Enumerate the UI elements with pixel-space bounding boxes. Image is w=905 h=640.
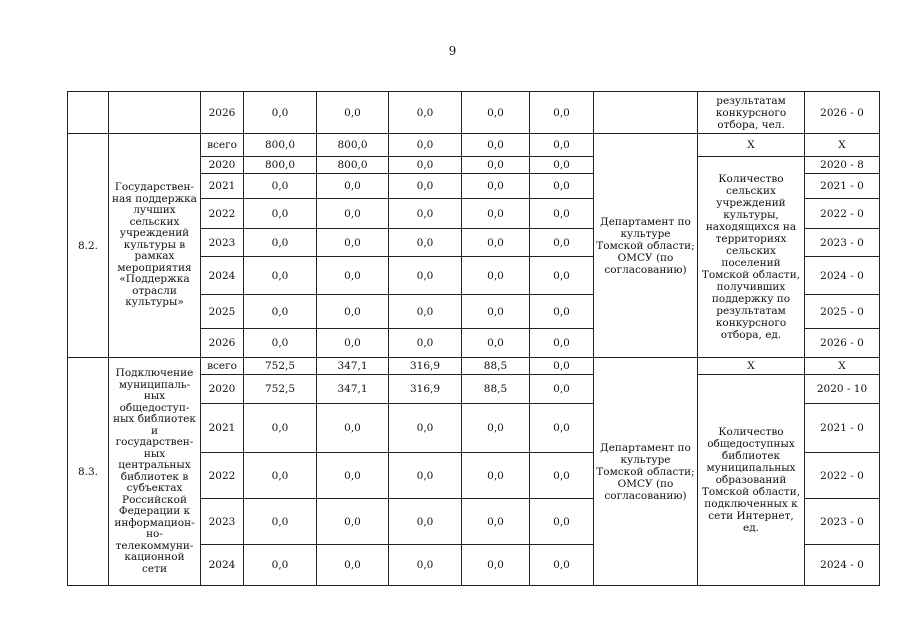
value-other-cell: 0,0: [530, 199, 594, 229]
value-federal-cell: 0,0: [317, 295, 389, 329]
value-total-cell: 0,0: [244, 295, 317, 329]
value-total-cell: 0,0: [244, 92, 317, 134]
value-regional-cell: 0,0: [389, 295, 462, 329]
target-cell: 2022 - 0: [805, 199, 880, 229]
value-regional-cell: 0,0: [389, 92, 462, 134]
page-number: 9: [448, 44, 457, 58]
year-cell: 2022: [201, 453, 244, 499]
value-local-cell: 0,0: [462, 134, 530, 157]
item-name-cell: Государствен-ная поддержка лучших сельских учреждений культуры в рамках мероприятия «Поддержка отрасли культуры»: [109, 134, 201, 358]
value-federal-cell: 347,1: [317, 375, 389, 404]
target-cell: 2024 - 0: [805, 257, 880, 295]
value-other-cell: 0,0: [530, 295, 594, 329]
program-table: [67, 91, 880, 586]
value-regional-cell: 0,0: [389, 199, 462, 229]
value-federal-cell: 347,1: [317, 358, 389, 375]
indicator-cell: Количество общедоступных библиотек муниципальных образований Томской области, подключенных к сети Интернет, ед.: [698, 375, 805, 586]
target-cell: 2023 - 0: [805, 229, 880, 257]
target-cell: 2020 - 10: [805, 375, 880, 404]
value-total-cell: 0,0: [244, 499, 317, 545]
value-federal-cell: 0,0: [317, 499, 389, 545]
value-federal-cell: 0,0: [317, 329, 389, 358]
table-row: [68, 358, 880, 375]
value-other-cell: 0,0: [530, 545, 594, 586]
year-cell: 2023: [201, 499, 244, 545]
value-other-cell: 0,0: [530, 157, 594, 174]
value-regional-cell: 0,0: [389, 545, 462, 586]
value-regional-cell: 316,9: [389, 375, 462, 404]
value-total-cell: 0,0: [244, 229, 317, 257]
target-cell: 2026 - 0: [805, 92, 880, 134]
value-total-cell: 0,0: [244, 257, 317, 295]
value-regional-cell: 0,0: [389, 453, 462, 499]
value-local-cell: 0,0: [462, 157, 530, 174]
value-local-cell: 88,5: [462, 375, 530, 404]
year-cell: 2026: [201, 92, 244, 134]
item-number-cell: 8.3.: [68, 358, 109, 586]
value-other-cell: 0,0: [530, 358, 594, 375]
value-total-cell: 0,0: [244, 329, 317, 358]
value-local-cell: 0,0: [462, 92, 530, 134]
value-total-cell: 0,0: [244, 453, 317, 499]
value-other-cell: 0,0: [530, 404, 594, 453]
item-name-cell: Подключение муниципаль-ных общедоступ-ных библиотек и государствен-ных центральных библиотек в субъектах Российской Федерации к информацион-но-телекоммуни-кационной сети: [109, 358, 201, 586]
target-cell: Х: [805, 134, 880, 157]
indicator-cell: Количество сельских учреждений культуры, находящихся на территориях сельских поселений Томской области, получивших поддержку по результатам конкурсного отбора, ед.: [698, 157, 805, 358]
department-cell: Департамент по культуре Томской области; ОМСУ (по согласованию): [594, 134, 698, 358]
continuation-row: [68, 92, 880, 134]
year-cell: 2025: [201, 295, 244, 329]
value-local-cell: 0,0: [462, 257, 530, 295]
value-local-cell: 0,0: [462, 229, 530, 257]
year-cell: 2022: [201, 199, 244, 229]
value-federal-cell: 0,0: [317, 257, 389, 295]
value-regional-cell: 316,9: [389, 358, 462, 375]
value-local-cell: 0,0: [462, 174, 530, 199]
value-local-cell: 0,0: [462, 295, 530, 329]
value-total-cell: 0,0: [244, 199, 317, 229]
value-total-cell: 0,0: [244, 404, 317, 453]
value-other-cell: 0,0: [530, 92, 594, 134]
indicator-cell: результатам конкурсного отбора, чел.: [698, 92, 805, 134]
value-regional-cell: 0,0: [389, 499, 462, 545]
target-cell: 2020 - 8: [805, 157, 880, 174]
table-row: [68, 134, 880, 157]
value-local-cell: 0,0: [462, 199, 530, 229]
value-federal-cell: 800,0: [317, 134, 389, 157]
value-federal-cell: 0,0: [317, 229, 389, 257]
value-federal-cell: 800,0: [317, 157, 389, 174]
target-cell: 2023 - 0: [805, 499, 880, 545]
target-cell: 2021 - 0: [805, 404, 880, 453]
year-cell: 2024: [201, 257, 244, 295]
department-cell: Департамент по культуре Томской области; ОМСУ (по согласованию): [594, 358, 698, 586]
target-cell: 2026 - 0: [805, 329, 880, 358]
value-regional-cell: 0,0: [389, 257, 462, 295]
item-number-cell: 8.2.: [68, 134, 109, 358]
target-cell: 2025 - 0: [805, 295, 880, 329]
indicator-mark-cell: Х: [698, 358, 805, 375]
value-other-cell: 0,0: [530, 453, 594, 499]
value-local-cell: 0,0: [462, 545, 530, 586]
value-federal-cell: 0,0: [317, 174, 389, 199]
value-local-cell: 0,0: [462, 453, 530, 499]
target-cell: 2021 - 0: [805, 174, 880, 199]
value-other-cell: 0,0: [530, 229, 594, 257]
item-number-cell: [68, 92, 109, 134]
value-local-cell: 0,0: [462, 329, 530, 358]
year-cell: всего: [201, 358, 244, 375]
value-regional-cell: 0,0: [389, 229, 462, 257]
indicator-mark-cell: Х: [698, 134, 805, 157]
value-federal-cell: 0,0: [317, 453, 389, 499]
value-total-cell: 752,5: [244, 358, 317, 375]
year-cell: 2026: [201, 329, 244, 358]
value-other-cell: 0,0: [530, 499, 594, 545]
year-cell: 2021: [201, 404, 244, 453]
value-regional-cell: 0,0: [389, 157, 462, 174]
value-local-cell: 88,5: [462, 358, 530, 375]
year-cell: 2020: [201, 375, 244, 404]
value-regional-cell: 0,0: [389, 174, 462, 199]
value-federal-cell: 0,0: [317, 199, 389, 229]
value-other-cell: 0,0: [530, 174, 594, 199]
value-total-cell: 800,0: [244, 134, 317, 157]
value-other-cell: 0,0: [530, 257, 594, 295]
value-federal-cell: 0,0: [317, 92, 389, 134]
department-cell: [594, 92, 698, 134]
value-total-cell: 0,0: [244, 545, 317, 586]
value-regional-cell: 0,0: [389, 329, 462, 358]
value-local-cell: 0,0: [462, 499, 530, 545]
value-local-cell: 0,0: [462, 404, 530, 453]
value-regional-cell: 0,0: [389, 134, 462, 157]
value-other-cell: 0,0: [530, 375, 594, 404]
target-cell: Х: [805, 358, 880, 375]
target-cell: 2024 - 0: [805, 545, 880, 586]
target-cell: 2022 - 0: [805, 453, 880, 499]
value-regional-cell: 0,0: [389, 404, 462, 453]
year-cell: 2021: [201, 174, 244, 199]
value-federal-cell: 0,0: [317, 545, 389, 586]
value-total-cell: 0,0: [244, 174, 317, 199]
value-total-cell: 800,0: [244, 157, 317, 174]
value-total-cell: 752,5: [244, 375, 317, 404]
year-cell: 2023: [201, 229, 244, 257]
value-federal-cell: 0,0: [317, 404, 389, 453]
year-cell: 2020: [201, 157, 244, 174]
value-other-cell: 0,0: [530, 134, 594, 157]
year-cell: 2024: [201, 545, 244, 586]
value-other-cell: 0,0: [530, 329, 594, 358]
item-name-cell: [109, 92, 201, 134]
year-cell: всего: [201, 134, 244, 157]
